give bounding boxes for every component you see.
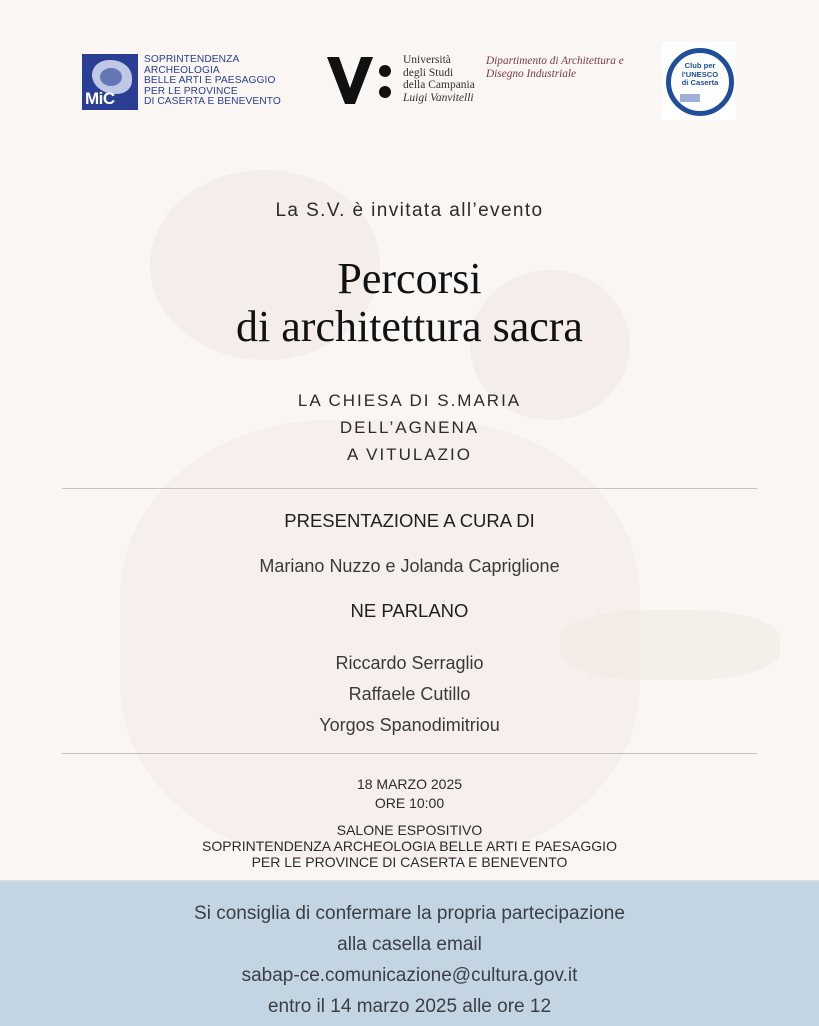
event-date: 18 MARZO 2025 xyxy=(356,776,463,792)
speakers-list xyxy=(0,648,819,741)
divider-top xyxy=(62,488,757,489)
university-name: Università degli Studi della Campania Luigi Vanvitelli xyxy=(403,54,475,104)
rsvp-note: alla casella email xyxy=(337,934,482,955)
rsvp-footer xyxy=(0,880,819,1026)
unesco-club-logo: Club per l'UNESCO di Caserta xyxy=(662,42,736,120)
mic-logo xyxy=(82,54,281,110)
vanvitelli-v-icon xyxy=(327,54,393,106)
mic-emblem-icon: MiC xyxy=(82,54,138,110)
event-time: ORE 10:00 xyxy=(374,795,445,811)
event-title: Percorsi di architettura sacra xyxy=(236,254,583,351)
speaker-name: Riccardo Serraglio xyxy=(335,653,484,673)
university-logo xyxy=(327,54,475,106)
invitation-intro: La S.V. è invitata all’evento xyxy=(275,200,544,221)
event-subtitle: LA CHIESA DI S.MARIA DELL’AGNENA A VITULAZIO xyxy=(297,391,522,464)
logo-header xyxy=(0,0,819,140)
divider-bottom xyxy=(62,753,757,754)
presenters: Mariano Nuzzo e Jolanda Capriglione xyxy=(259,556,560,576)
rsvp-email-link[interactable]: sabap-ce.comunicazione@cultura.gov.it xyxy=(241,965,578,986)
department-name: Dipartimento di Architettura e Disegno Industriale xyxy=(486,55,624,80)
mic-logo-text: SOPRINTENDENZA ARCHEOLOGIA BELLE ARTI E PAESAGGIO PER LE PROVINCE DI CASERTA E BENEVENTO xyxy=(144,54,281,108)
presentation-heading: PRESENTAZIONE A CURA DI xyxy=(284,510,535,531)
speakers-heading: NE PARLANO xyxy=(350,600,469,621)
rsvp-deadline: entro il 14 marzo 2025 alle ore 12 xyxy=(267,996,552,1017)
unesco-badge-icon xyxy=(680,94,700,102)
rsvp-note: Si consiglia di confermare la propria partecipazione xyxy=(194,903,625,924)
event-venue: SALONE ESPOSITIVO SOPRINTENDENZA ARCHEOLOGIA BELLE ARTI E PAESAGGIO PER LE PROVINCE DI CASERTA E BENEVENTO xyxy=(202,822,617,870)
event-datetime xyxy=(0,775,819,813)
speaker-name: Raffaele Cutillo xyxy=(348,684,471,704)
speaker-name: Yorgos Spanodimitriou xyxy=(319,715,500,735)
